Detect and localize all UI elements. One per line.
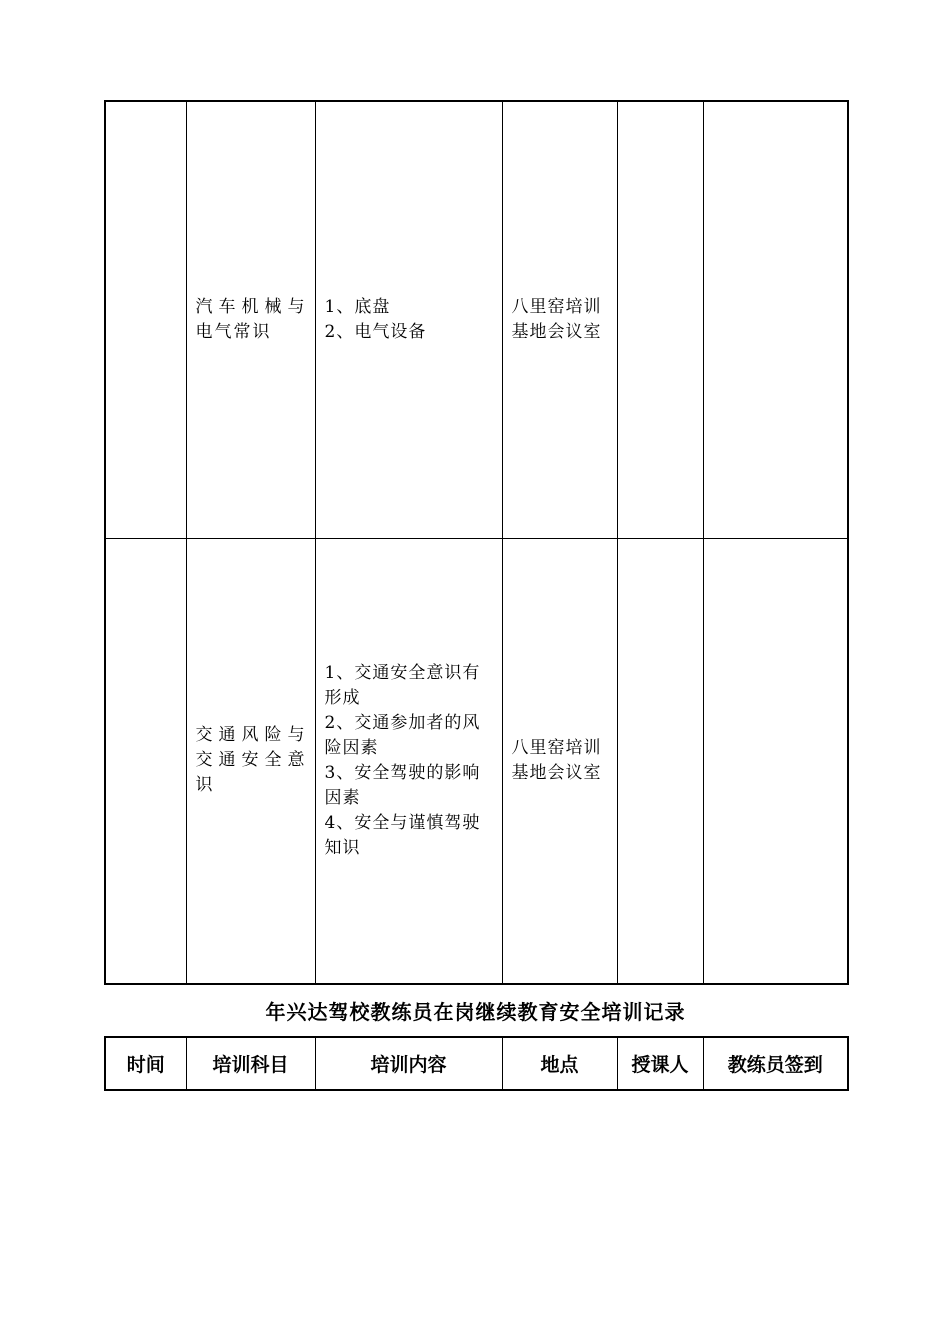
instructor-cell bbox=[617, 538, 703, 984]
header-instructor: 授课人 bbox=[617, 1037, 703, 1090]
content-line: 2、交通参加者的风险因素 bbox=[324, 712, 481, 758]
header-subject: 培训科目 bbox=[186, 1037, 315, 1090]
table-row bbox=[105, 538, 848, 984]
location-cell: 八里窑培训基地会议室 bbox=[502, 538, 617, 984]
content-line: 2、电气设备 bbox=[324, 321, 427, 342]
subject-cell: 交通风险与交通安全意识 bbox=[186, 538, 315, 984]
instructor-cell bbox=[617, 101, 703, 538]
table-row bbox=[105, 101, 848, 538]
time-cell bbox=[105, 101, 186, 538]
location-cell: 八里窑培训基地会议室 bbox=[502, 101, 617, 538]
training-records-table bbox=[104, 100, 849, 985]
content-line: 1、底盘 bbox=[324, 296, 391, 317]
header-signature: 教练员签到 bbox=[703, 1037, 848, 1090]
header-content: 培训内容 bbox=[315, 1037, 502, 1090]
time-cell bbox=[105, 538, 186, 984]
content-cell bbox=[315, 101, 502, 538]
subject-cell: 汽车机械与电气常识 bbox=[186, 101, 315, 538]
signature-cell bbox=[703, 538, 848, 984]
document-title: 年兴达驾校教练员在岗继续教育安全培训记录 bbox=[265, 1000, 686, 1024]
header-location: 地点 bbox=[502, 1037, 617, 1090]
training-header-table bbox=[104, 1036, 849, 1091]
content-line: 3、安全驾驶的影响因素 bbox=[324, 762, 481, 808]
content-line: 1、交通安全意识有形成 bbox=[324, 662, 481, 708]
content-line: 4、安全与谨慎驾驶知识 bbox=[324, 812, 481, 858]
header-row bbox=[105, 1037, 848, 1090]
signature-cell bbox=[703, 101, 848, 538]
header-time: 时间 bbox=[105, 1037, 186, 1090]
content-cell bbox=[315, 538, 502, 984]
